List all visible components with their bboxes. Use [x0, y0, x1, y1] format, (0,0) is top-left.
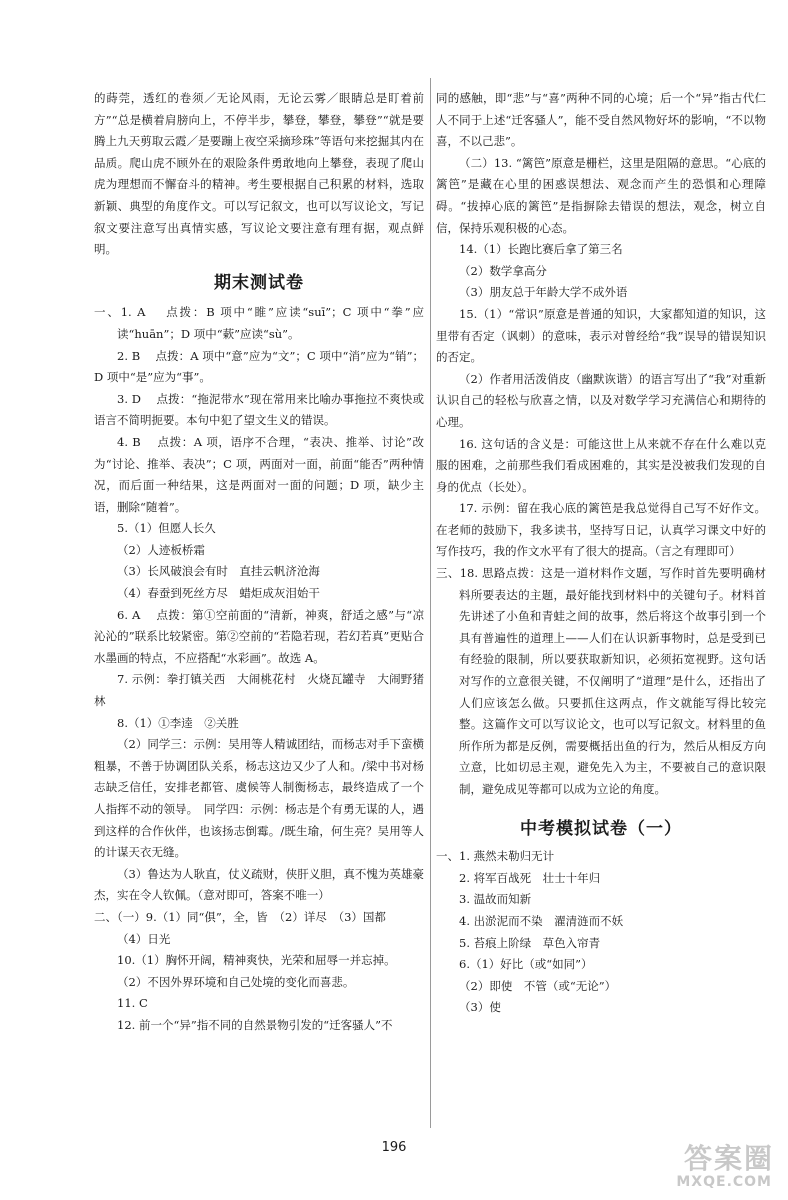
answer-paragraph: 3. 温故而知新 — [459, 892, 532, 907]
section-title: 中考模拟试卷（一） — [520, 818, 682, 839]
answer-paragraph: （3）鲁达为人耿直，仗义疏财，侠肝义胆，真不愧为英雄豪杰，实在令人钦佩。（意对即可，答案不唯一） — [94, 866, 424, 903]
answer-paragraph: 6.（1）好比（或“如同”） — [459, 957, 593, 972]
watermark-logo-text: 答案圈 — [683, 1142, 774, 1175]
answer-paragraph: 8.（1）①李逵 ②关胜 — [117, 715, 239, 730]
right-column — [436, 88, 766, 1019]
answer-paragraph: （4）春蚕到死丝方尽 蜡炬成灰泪始干 — [117, 586, 320, 601]
answer-paragraph: 同的感触，即“悲”与“喜”两种不同的心境；后一个“异”指古代仁人不同于上述“迁客骚人”，能不受自然风物好坏的影响，“不以物喜，不以己悲”。 — [436, 91, 766, 149]
answer-paragraph: 4. 出淤泥而不染 濯清涟而不妖 — [459, 913, 624, 928]
answer-paragraph: （3）朋友总于年龄大学不成外语 — [459, 285, 628, 300]
left-column — [94, 88, 424, 1037]
page-number: 196 — [381, 1140, 407, 1155]
answer-paragraph: 3. D 点拨：“拖泥带水”现在常用来比喻办事拖拉不爽快或语言不简明扼要。本句中犯了望文生义的错误。 — [94, 391, 424, 428]
answer-paragraph: 16. 这句话的含义是：可能这世上从来就不存在什么难以克服的困难，之前那些我们看成困难的，其实是没被我们发现的自身的优点（长处）。 — [436, 436, 766, 494]
answer-paragraph: 12. 前一个“异”指不同的自然景物引发的“迁客骚人”不 — [117, 1017, 393, 1032]
answer-paragraph: （2）即使 不管（或“无论”） — [459, 978, 617, 993]
answer-paragraph: 11. C — [117, 996, 148, 1011]
answer-paragraph: （3）长风破浪会有时 直挂云帆济沧海 — [117, 564, 320, 579]
answer-paragraph: 2. B 点拨：A 项中“意”应为“文”；C 项中“消”应为“销”；D 项中“是”应为“事”。 — [94, 348, 424, 385]
answer-paragraph: （2）同学三：示例：吴用等人精诚团结，而杨志对手下蛮横粗暴，不善于协调团队关系，杨志这边又少了人和。/梁中书对杨志缺乏信任，安排老都管、虞候等人制衡杨志，最终造成了一个人指挥不动的领导。 同学四：示例：杨志是个有勇无谋的人，遇到这样的合作伙伴，也该扬志倒霉。/既生瑜，何生亮？吴用等人的计谋天衣无缝。 — [94, 737, 424, 860]
watermark — [628, 1137, 778, 1192]
answer-paragraph: 二、（一）9.（1）同“俱”，全，皆 （2）详尽 （3）国都 — [94, 909, 386, 924]
answer-paragraph: （二）13. “篱笆”原意是栅栏，这里是阻隔的意思。“心底的篱笆”是藏在心里的困惑误想法、观念而产生的恐惧和心理障碍。“拔掉心底的篱笆”是指摒除去错误的想法，观念，树立自信，保持乐观积极的心态。 — [436, 155, 766, 235]
answer-paragraph: 一、1. A 点拨：B 项中“睢”应读“suī”；C 项中“拳”应读“huān”；D 项中“蔌”应读“sù”。 — [94, 305, 424, 341]
answer-paragraph: 2. 将军百战死 壮士十年归 — [459, 870, 601, 885]
answer-paragraph: 14.（1）长跑比赛后拿了第三名 — [459, 242, 623, 257]
watermark-url: MXQE.COM — [676, 1174, 772, 1190]
answer-paragraph: 5.（1）但愿人长久 — [117, 521, 216, 536]
answer-paragraph: （2）不因外界环境和自己处境的变化而喜悲。 — [117, 974, 355, 989]
answer-paragraph: （4）日光 — [117, 931, 171, 946]
answer-paragraph: 10.（1）胸怀开阔，精神爽快，光荣和屈辱一并忘掉。 — [117, 953, 396, 968]
answer-paragraph: （2）数学拿高分 — [459, 263, 547, 278]
answer-paragraph: 一、1. 燕然未勒归无计 — [436, 849, 555, 864]
answer-paragraph: 5. 苔痕上阶绿 草色入帘青 — [459, 935, 601, 950]
answer-paragraph: 15.（1）“常识”原意是普通的知识，大家都知道的知识，这里带有否定（讽刺）的意味，表示对曾经给“我”误导的错误知识的否定。 — [436, 306, 766, 365]
answer-paragraph: 6. A 点拨：第①空前面的“清新，神爽，舒适之感”与“凉沁沁的”联系比较紧密。第②空前的“若隐若现，若幻若真”更贴合水墨画的特点，不应搭配“水彩画”。故选 A。 — [94, 607, 424, 665]
answer-paragraph: 7. 示例：拳打镇关西 大闹桃花村 火烧瓦罐寺 大闹野猪林 — [94, 672, 424, 709]
answer-paragraph: 三、18. 思路点拨：这是一道材料作文题，写作时首先要明确材料所要表达的主题，最好能找到材料中的关键句子。材料首先讲述了小鱼和青蛙之间的故事，然后将这个故事引到一个具有普遍性的道理上——人们在认识新事物时，总是受到已有经验的限制，所以要获取新知识，必须拓宽视野。这句话对写作的立意很关键，不仅阐明了“道理”是什么，还指出了人们应该怎么做。只要抓住这两点，作文就能写得比较完整。这篇作文可以写议论文，也可以写记叙文。材料里的鱼所作所为都是反例，需要概括出鱼的行为，然后从相反方向立意，比如切忌主观，避免先入为主，不要被自己的意识限制，避免成见等都可以成为立论的角度。 — [436, 566, 766, 796]
section-title: 期末测试卷 — [214, 272, 304, 293]
answer-paragraph: （2）人迹板桥霜 — [117, 542, 205, 557]
answer-paragraph: 4. B 点拨：A 项，语序不合理，“表决、推举、讨论”改为“讨论、推举、表决”；C 项，两面对一面，前面“能否”两种情况，而后面一种结果，这是两面对一面的问题；D 项，缺少主语，删除“随着”。 — [94, 434, 424, 514]
answer-paragraph: 的蒔莞，透红的卷须／无论风雨，无论云雾／眼睛总是盯着前方”“总是横着肩膀向上，不停半步，攀登，攀登，攀登”“就是要腾上九天剪取云霞／是要蹦上夜空采摘珍珠”等语句来挖掘其内在品质。爬山虎不顾外在的艰险条件勇敢地向上攀登，表现了爬山虎为理想而不懈奋斗的精神。考生要根据自己积累的材料，选取新颖、典型的角度作文。可以写记叙文，也可以写议论文，写记叙文要注意写出真情实感，写议论文要注意有理有据，观点鲜明。 — [94, 91, 424, 257]
answer-paragraph: （3）使 — [459, 1000, 501, 1015]
answer-paragraph: （2）作者用活泼俏皮（幽默诙谐）的语言写出了“我”对重新认识自己的轻松与欣喜之情，以及对数学学习充满信心和期待的心理。 — [436, 371, 766, 429]
column-divider — [430, 78, 431, 1128]
answer-paragraph: 17. 示例：留在我心底的篱笆是我总觉得自己写不好作文。在老师的鼓励下，我多读书，坚持写日记，认真学习课文中好的写作技巧，我的作文水平有了很大的提高。（言之有理即可） — [436, 501, 766, 559]
